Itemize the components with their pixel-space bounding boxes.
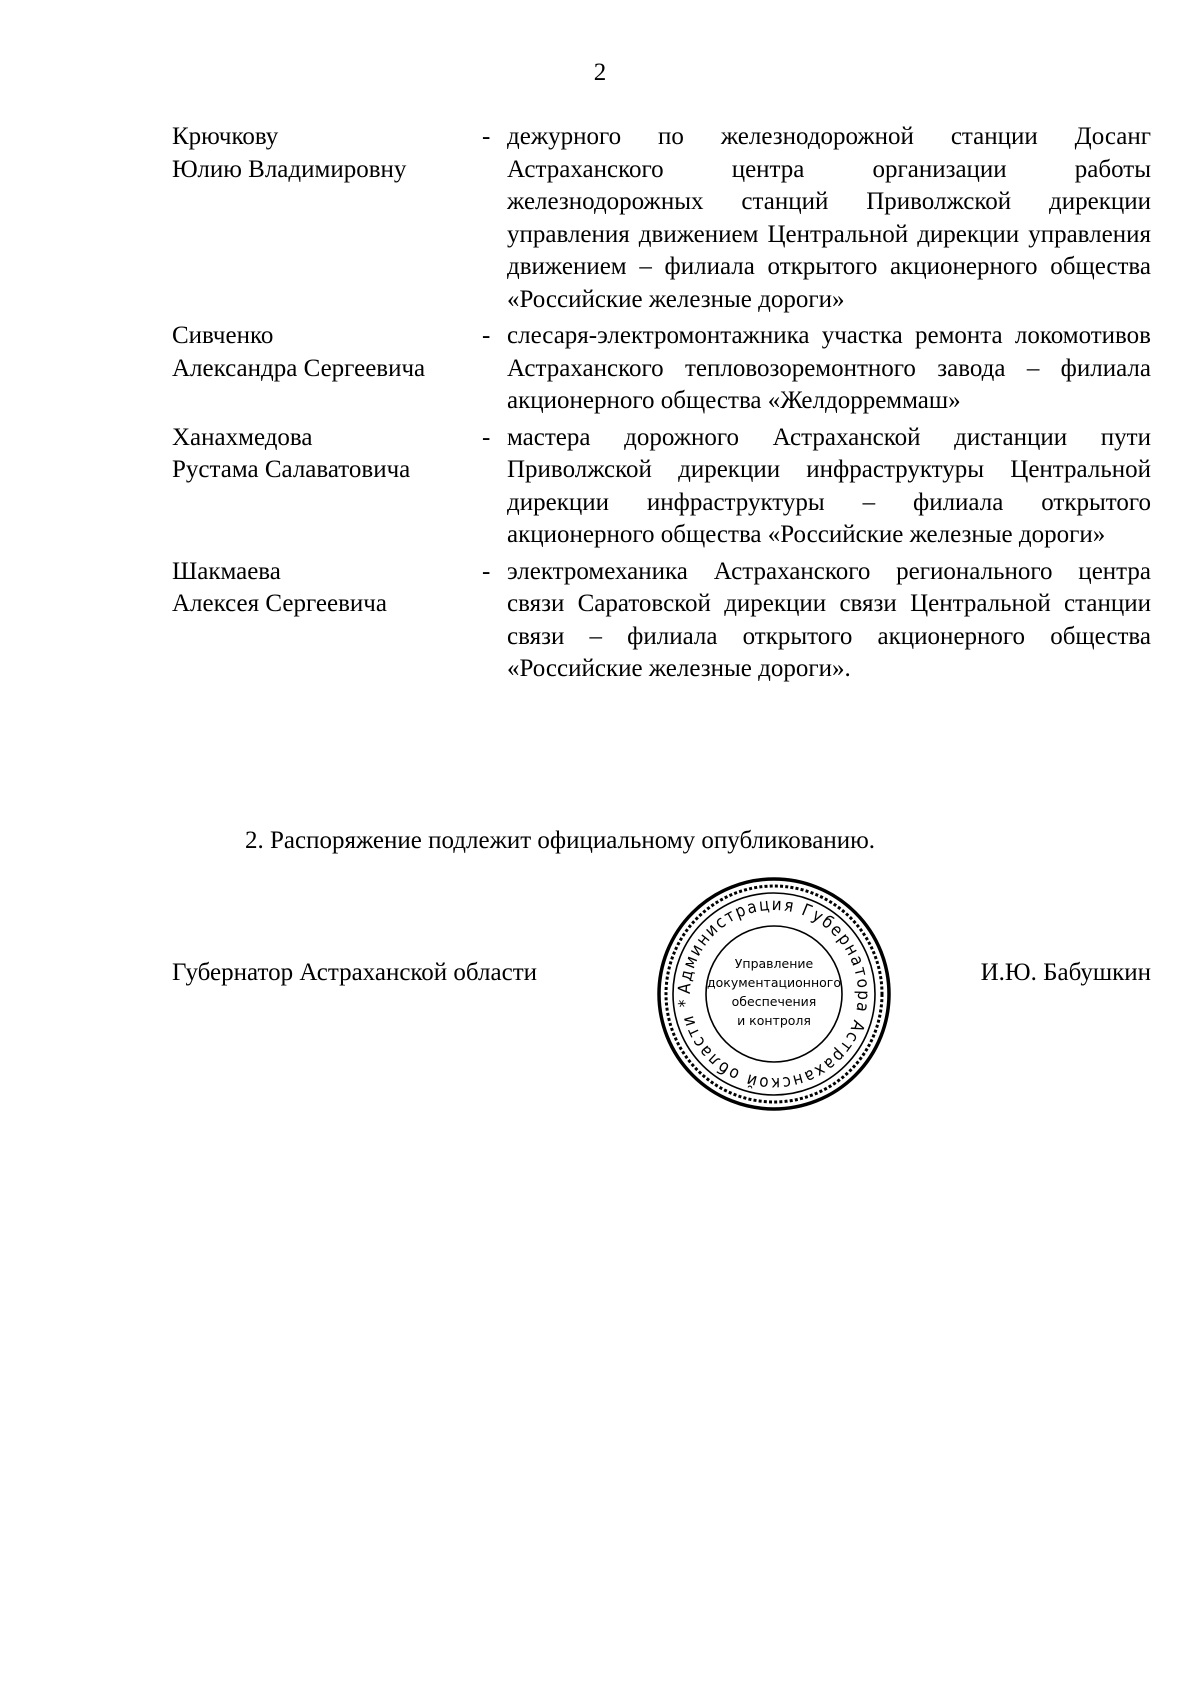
entry-dash: - [482,557,491,585]
appointee-entry [172,422,1151,552]
entry-dash: - [482,123,491,150]
appointee-name [172,422,482,487]
entry-dash: - [482,322,491,349]
appointee-surname: Ханахмедова [172,423,313,451]
appointee-name [172,556,482,621]
entry-dash: - [482,423,491,451]
appointee-surname: Шакмаева [172,557,281,585]
seal-center-line: документационного [707,975,841,990]
appointee-entry [172,121,1151,316]
appointee-given-names: Рустама Салаватовича [172,456,411,483]
page-number: 2 [593,59,607,86]
appointee-given-names: Александра Сергеевича [172,354,426,382]
appointee-surname: Крючкову [172,123,279,150]
appointee-list [172,121,1151,690]
appointee-given-names: Юлию Владимировну [172,155,407,183]
appointee-entry [172,556,1151,686]
appointee-name [172,121,482,186]
publication-clause: 2. Распоряжение подлежит официальному опубликованию. [245,827,876,854]
seal-ring-text: Администрация Губернатора Астраханской области * [674,894,874,1094]
official-seal-stamp [656,876,892,1112]
appointee-entry [172,320,1151,418]
appointee-surname: Сивченко [172,322,274,349]
appointee-name [172,320,482,385]
signatory-title: Губернатор Астраханской области [172,959,538,986]
appointee-position: слесаря-электромонтажника участка ремонта локомотивов Астраханского тепловозоремонтного завода – филиала акционерного общества «Желдорреммаш» [507,322,1151,414]
seal-center-line: и контроля [737,1013,811,1028]
appointee-position: дежурного по железнодорожной станции Досанг Астраханского центра организации работы железнодорожных станций Приволжской дирекции управления движением Центральной дирекции управления движением – филиала открытого акционерного общества «Российские железные дороги» [507,123,1151,313]
seal-center-line: Управление [734,956,814,971]
appointee-position: мастера дорожного Астраханской дистанции пути Приволжской дирекции инфраструктуры Центральной дирекции инфраструктуры – филиала открытого акционерного общества «Российские железные дороги» [507,423,1151,548]
seal-center-line: обеспечения [731,994,817,1009]
appointee-position: электромеханика Астраханского регионального центра связи Саратовской дирекции связи Центральной станции связи – филиала открытого акционерного общества «Российские железные дороги». [507,557,1151,682]
signatory-name: И.Ю. Бабушкин [980,959,1151,986]
appointee-given-names: Алексея Сергеевича [172,590,387,617]
